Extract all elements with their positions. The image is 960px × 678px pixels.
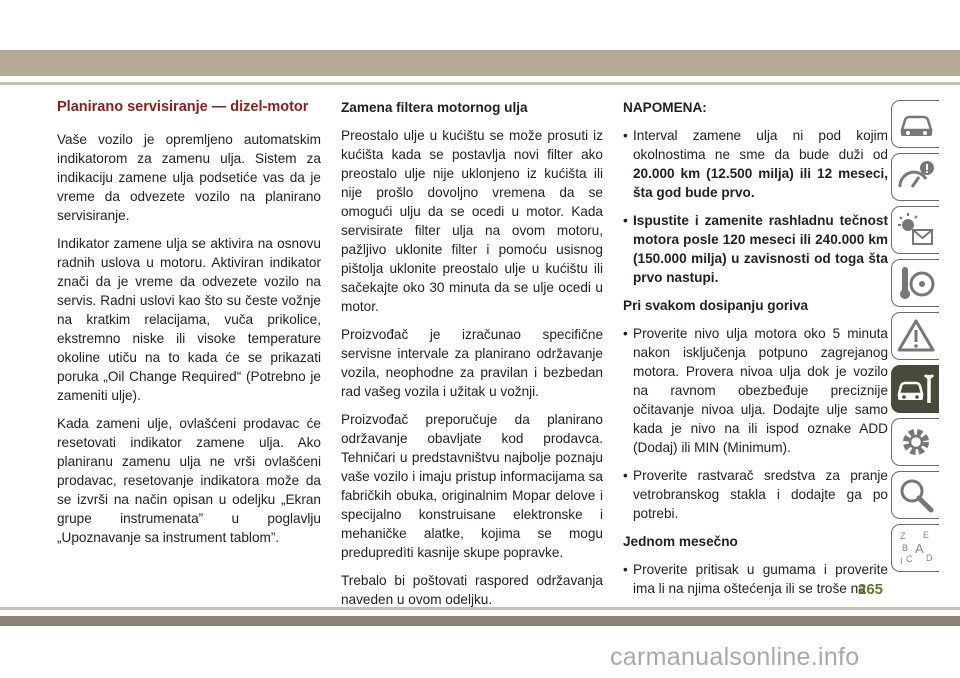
list-item [623,324,888,457]
bullet-mark: • [623,562,628,577]
svg-text:Z: Z [899,531,905,541]
svg-text:B: B [901,543,908,553]
bullet-mark: • [623,326,628,341]
svg-text:A: A [914,541,924,556]
paragraph: Trebalo bi poštovati raspored održavanja naveden u ovom odeljku. [341,573,603,607]
paragraph: Proizvođač je izračunao specifične servisne intervale za planirano održavanje vozila, neophodne za pravilan i bezbedan rad vašeg vozila i užitak u vožnji. [341,327,603,399]
section-heading: Jednom mesečno [623,534,738,549]
page-number: 265 [858,581,884,598]
top-band [0,50,960,76]
gauge-info-icon [896,157,936,197]
tab-specifications[interactable] [891,418,939,466]
list-item-text: Proverite nivo ulja motora oko 5 minuta nakon isključenja potpuno zagrejanog motora. Provera nivoa ulja dok je vozilo na ravnom obezbeđuje preciznije očitavanje nivoa ulja. Dodajte ulje samo kada je nivo na ili ispod oznake ADD (Dodaj) ili MIN (Minimum). [633,326,888,455]
list-item-text: Proverite pritisak u gumama i proverite ima li na njima oštećenja ili se troše na [633,562,888,596]
column-middle [341,96,603,618]
bullet-mark: • [623,128,628,143]
alphabet-index-icon [896,528,936,568]
note-text: Interval zamene ulja ni pod kojim okolnostima ne sme da bude duži od [633,128,888,162]
warning-triangle-icon [896,316,936,356]
svg-text:I: I [899,556,903,566]
bullet-mark: • [623,468,628,483]
key-steering-icon [896,263,936,303]
bottom-divider [0,607,960,610]
note-text-bold: 20.000 km (12.500 milja) ili 12 meseci, šta god bude prvo. [633,166,888,200]
list-item [623,560,888,598]
note-item [623,211,888,287]
car-icon [896,104,936,144]
light-message-icon [896,210,936,250]
note-item [623,126,888,202]
paragraph: Indikator zamene ulja se aktivira na osnovu radnih uslova u motoru. Aktiviran indikator znači da je vreme da odvezete vozilo na servis. Radni uslovi kao što su česte vožnje na kratkim relacijama, vuča prikolice, ekstremno niske ili visoke temperature okoline utiču na to kada će se prikazati poruka „Oil Change Required“ (Potrebno je zameniti ulje). [57,236,321,403]
column-left [57,96,321,556]
paragraph: Proizvođač preporučuje da planirano održavanje obavljate kod prodavca. Tehničari u predstavništvu najbolje poznaju vaše vozilo i imaju pristup informacijama sa fabričkih obuka, originalnim Mopar delove i specijalno konstruisane elektronske i mehaničke alatke, kojima se mogu predupredìti kasnije skupe popravke. [341,412,603,560]
svg-text:D: D [925,553,932,563]
note-heading: NAPOMENA: [623,100,707,115]
list-item-text: Proverite rastvarač sredstva za pranje vetrobranskog stakla i dodajte ga po potrebi. [633,468,888,521]
tab-vehicle[interactable] [891,100,939,148]
paragraph: Vaše vozilo je opremljeno automatskim indikatorom za zamenu ulja. Sistem za indikaciju zamene ulja podsetiće vas da je vreme da odvezete vozilo na planirano servisiranje. [57,132,321,223]
top-divider [0,82,960,85]
section-title: Planirano servisiranje — dizel-motor [57,99,309,115]
svg-text:E: E [922,530,929,540]
search-icon [896,475,936,515]
tab-emergency[interactable] [891,312,939,360]
tab-maintenance[interactable] [891,365,939,413]
section-heading: Pri svakom dosipanju goriva [623,298,809,313]
tab-search[interactable] [891,471,939,519]
watermark: carmanualsonline.info [610,643,860,671]
tab-index[interactable] [891,524,939,572]
svg-text:C: C [905,554,912,564]
tab-starting[interactable] [891,259,939,307]
car-wrench-icon [896,369,936,409]
paragraph: Kada zameni ulje, ovlašćeni prodavac će resetovati indikator zamene ulja. Ako planiranu zamenu ulja ne vrši ovlašćeni prodavac, resetovanje indikatora može da se izvrši na način opisan u odeljku „Ekran grupe instrumenata” u poglavlju „Upoznavanje sa instrument tablom”. [57,416,321,545]
tab-dashboard[interactable] [891,153,939,201]
column-right [623,96,888,607]
bullet-mark: • [623,213,628,228]
paragraph: Preostalo ulje u kućištu se može prosuti iz kućišta kada se postavlja novi filter ako preostalo ulje nije uklonjeno iz kućišta ili nije prošlo dovoljno vremena da se omogući ulju da se ocedi u motor. Kada servisirate filter ulja na ovom motoru, pažljivo uklonite filter i pomoću usisnog pištolja uklonite preostalo ulje u kućištu ili sačekajte oko 30 minuta da se ulje ocedi u motor. [341,128,603,314]
chapter-tabs [891,100,945,577]
gear-icon [896,422,936,462]
list-item [623,466,888,523]
note-text-bold: Ispustite i zamenite rashladnu tečnost motora posle 120 meseci ili 240.000 km (150.000 milja) u zavisnosti od toga šta prvo nastupi. [633,213,888,285]
section-heading: Zamena filtera motornog ulja [341,100,528,115]
tab-safety[interactable] [891,206,939,254]
bottom-band [0,616,960,626]
